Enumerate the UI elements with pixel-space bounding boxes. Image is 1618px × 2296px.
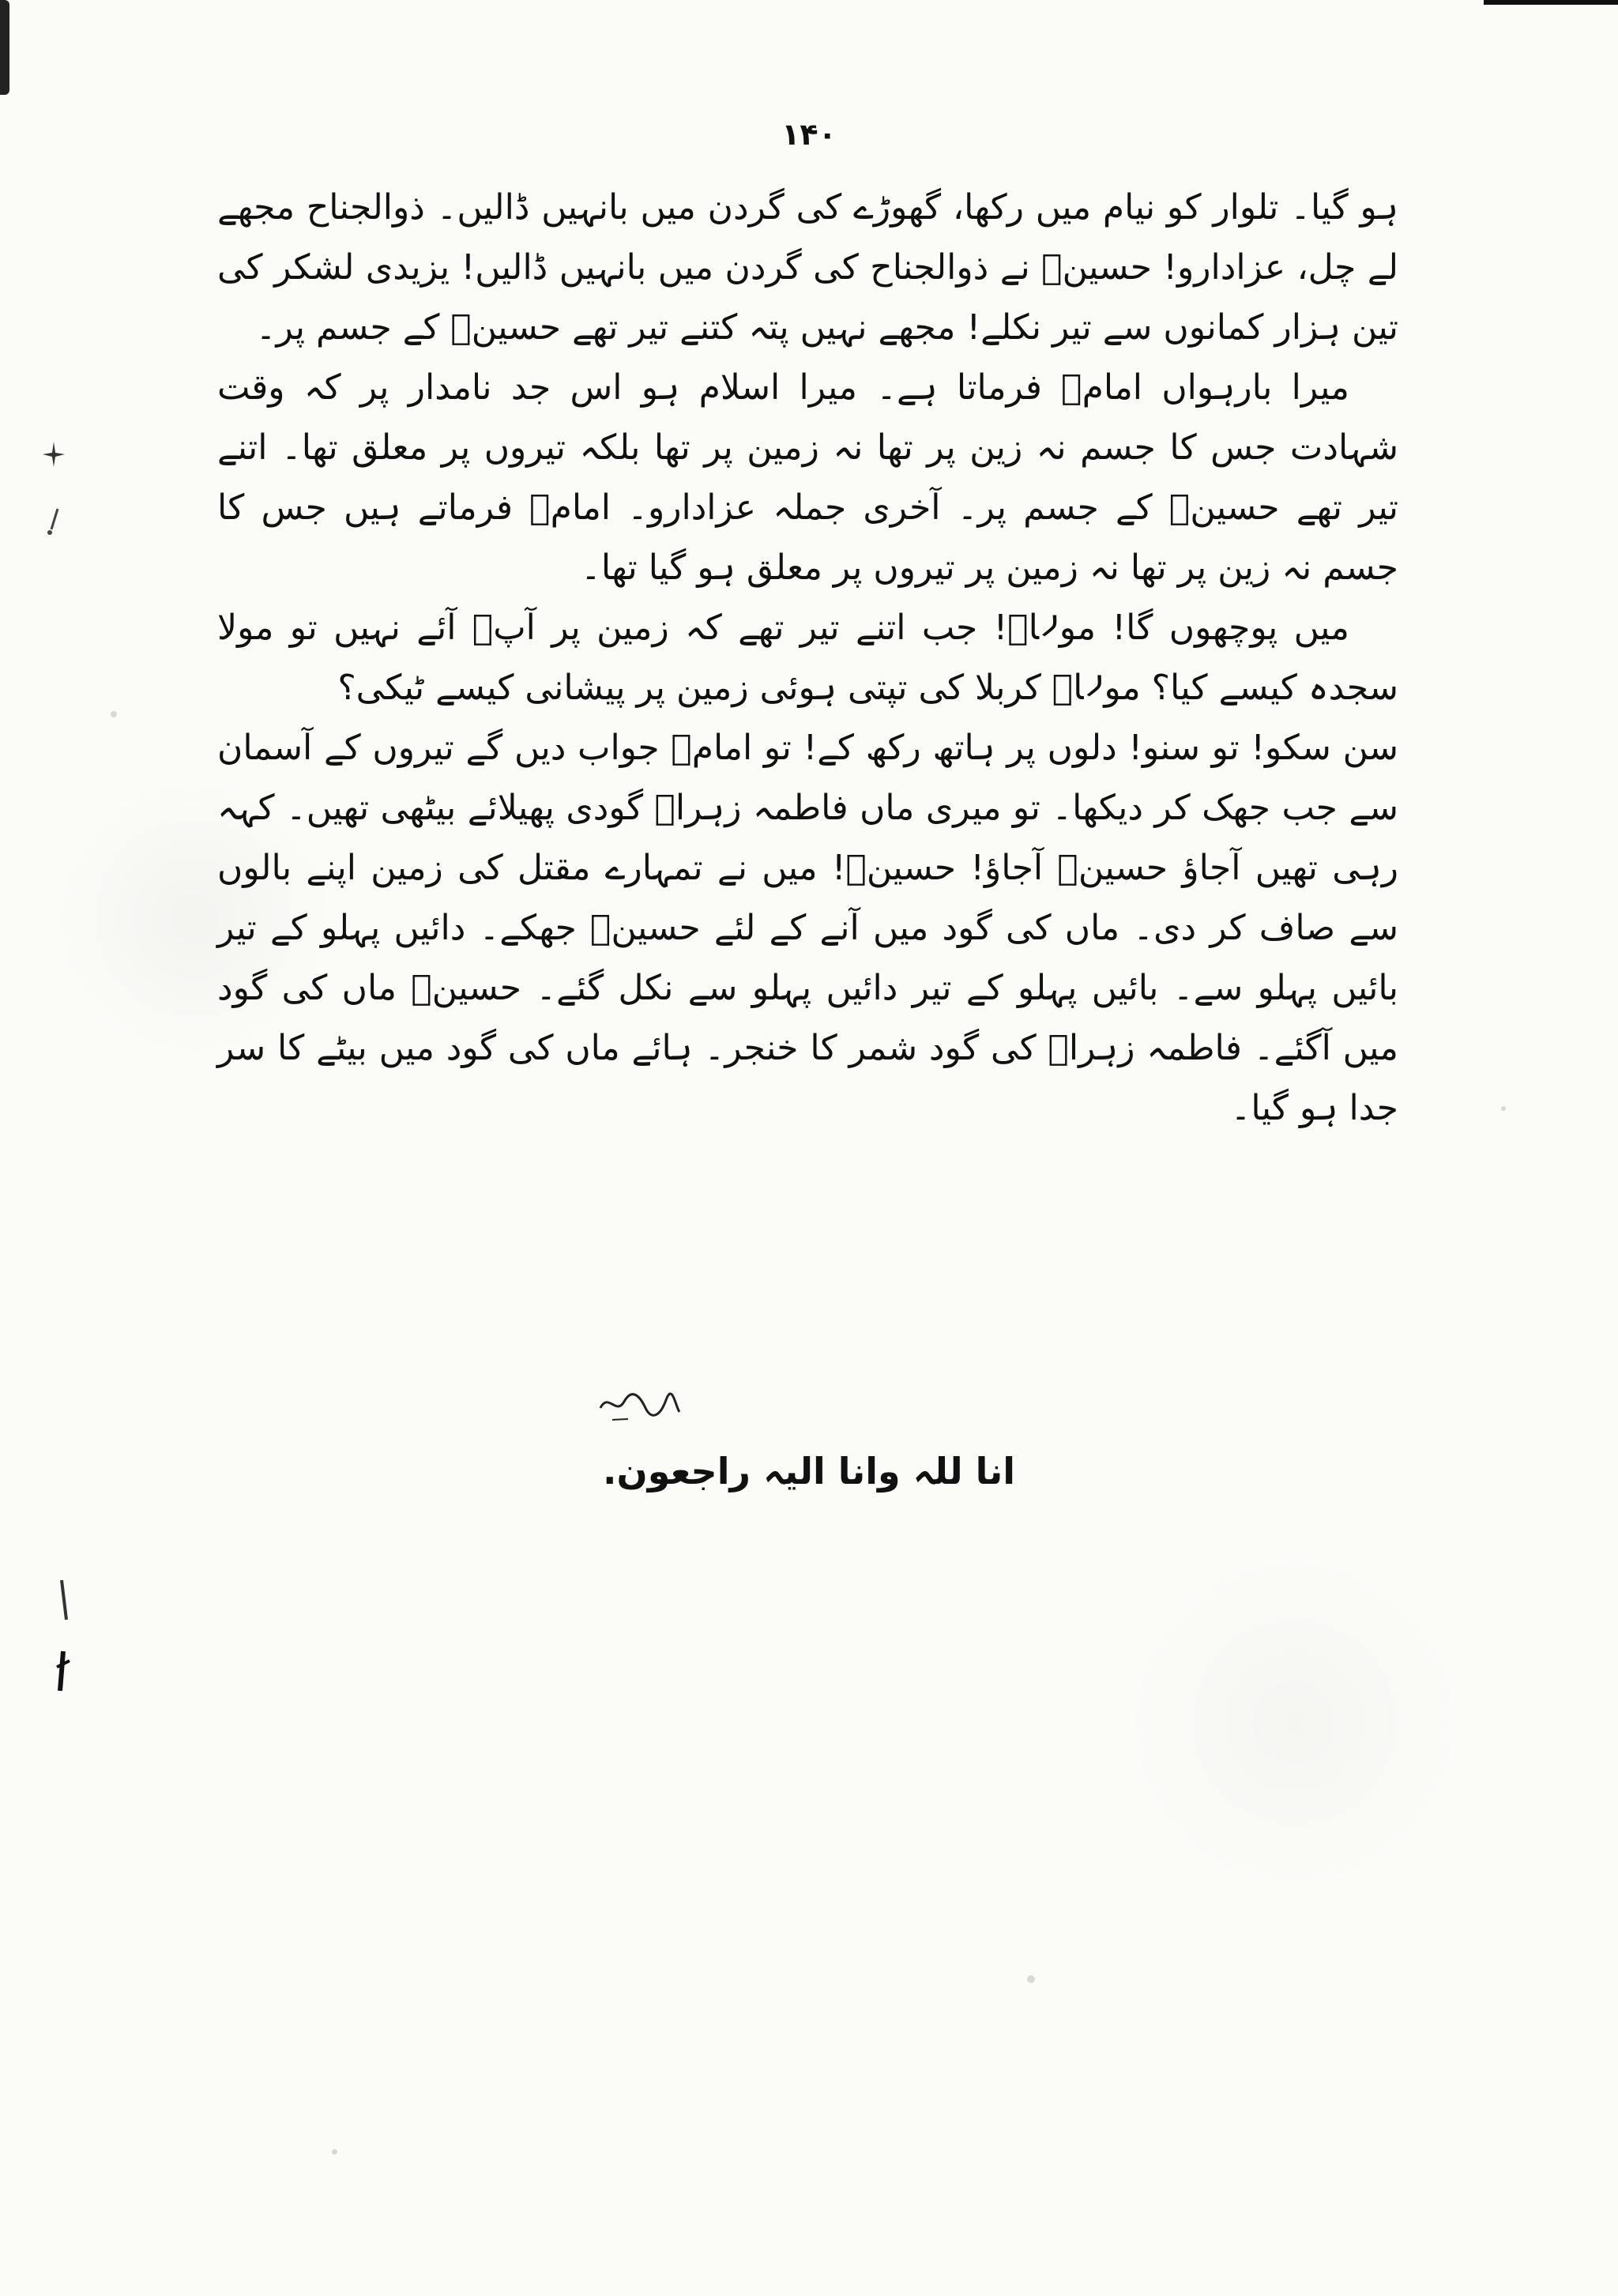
- margin-speck-mark: [43, 506, 67, 537]
- paper-speck: [1501, 1106, 1506, 1111]
- paper-speck: [332, 2149, 337, 2155]
- paragraph-2: میرا بارہواں امامؑ فرماتا ہے۔ میرا اسلام ہو اس جد نامدار پر کہ وقت شہادت جس کا جسم نہ زین پر تھا نہ زمین پر تھا بلکہ تیروں پر معلق تھا۔ اتنے تیر تھے حسینؑ کے جسم پر۔ آخری جملہ عزادارو۔ امامؑ فرماتے ہیں جس کا جسم نہ زین پر تھا نہ زمین پر تیروں پر معلق ہو گیا تھا۔: [217, 367, 1398, 588]
- paragraph-3: میں پوچھوں گا! مولاؑ! جب اتنے تیر تھے کہ زمین پر آپؑ آئے نہیں تو مولا سجدہ کیسے کیا؟ مولاؑ کربلا کی تپتی ہوئی زمین پر پیشانی کیسے ٹیکی؟: [217, 608, 1398, 708]
- handwritten-annotation: [596, 1384, 683, 1424]
- paragraph-1: ہو گیا۔ تلوار کو نیام میں رکھا، گھوڑے کی گردن میں بانہیں ڈالیں۔ ذوالجناح مجھے لے چل، عزادارو! حسینؑ نے ذوالجناح کی گردن میں بانہیں ڈالیں! یزیدی لشکر کی تین ہزار کمانوں سے تیر نکلے! مجھے نہیں پتہ کتنے تیر تھے حسینؑ کے جسم پر۔: [217, 187, 1398, 348]
- top-edge-rule: [1484, 0, 1618, 5]
- margin-speck-mark: [38, 438, 70, 470]
- body-text: [217, 178, 1398, 1139]
- paragraph-4: سن سکو! تو سنو! دلوں پر ہاتھ رکھ کے! تو امامؑ جواب دیں گے تیروں کے آسمان سے جب جھک کر دیکھا۔ تو میری ماں فاطمہ زہراؑ گودی پھیلائے بیٹھی تھیں۔ کہہ رہی تھیں آجاؤ حسینؑ آجاؤ! حسینؑ! میں نے تمہارے مقتل کی زمین اپنے بالوں سے صاف کر دی۔ ماں کی گود میں آنے کے لئے حسینؑ جھکے۔ دائیں پہلو کے تیر بائیں پہلو سے۔ بائیں پہلو کے تیر دائیں پہلو سے نکل گئے۔ حسینؑ ماں کی گود میں آگئے۔ فاطمہ زہراؑ کی گود شمر کا خنجر۔ ہائے ماں کی گود میں بیٹے کا سر جدا ہو گیا۔: [217, 728, 1398, 1128]
- page-number: ۱۴۰: [781, 117, 837, 152]
- paper-speck: [1027, 1975, 1035, 1983]
- closing-verse: انا للہ وانا الیہ راجعون.: [603, 1450, 1015, 1492]
- paper-speck: [111, 711, 117, 717]
- margin-stroke-mark: [47, 1572, 79, 1699]
- binding-edge-mark: [0, 0, 9, 95]
